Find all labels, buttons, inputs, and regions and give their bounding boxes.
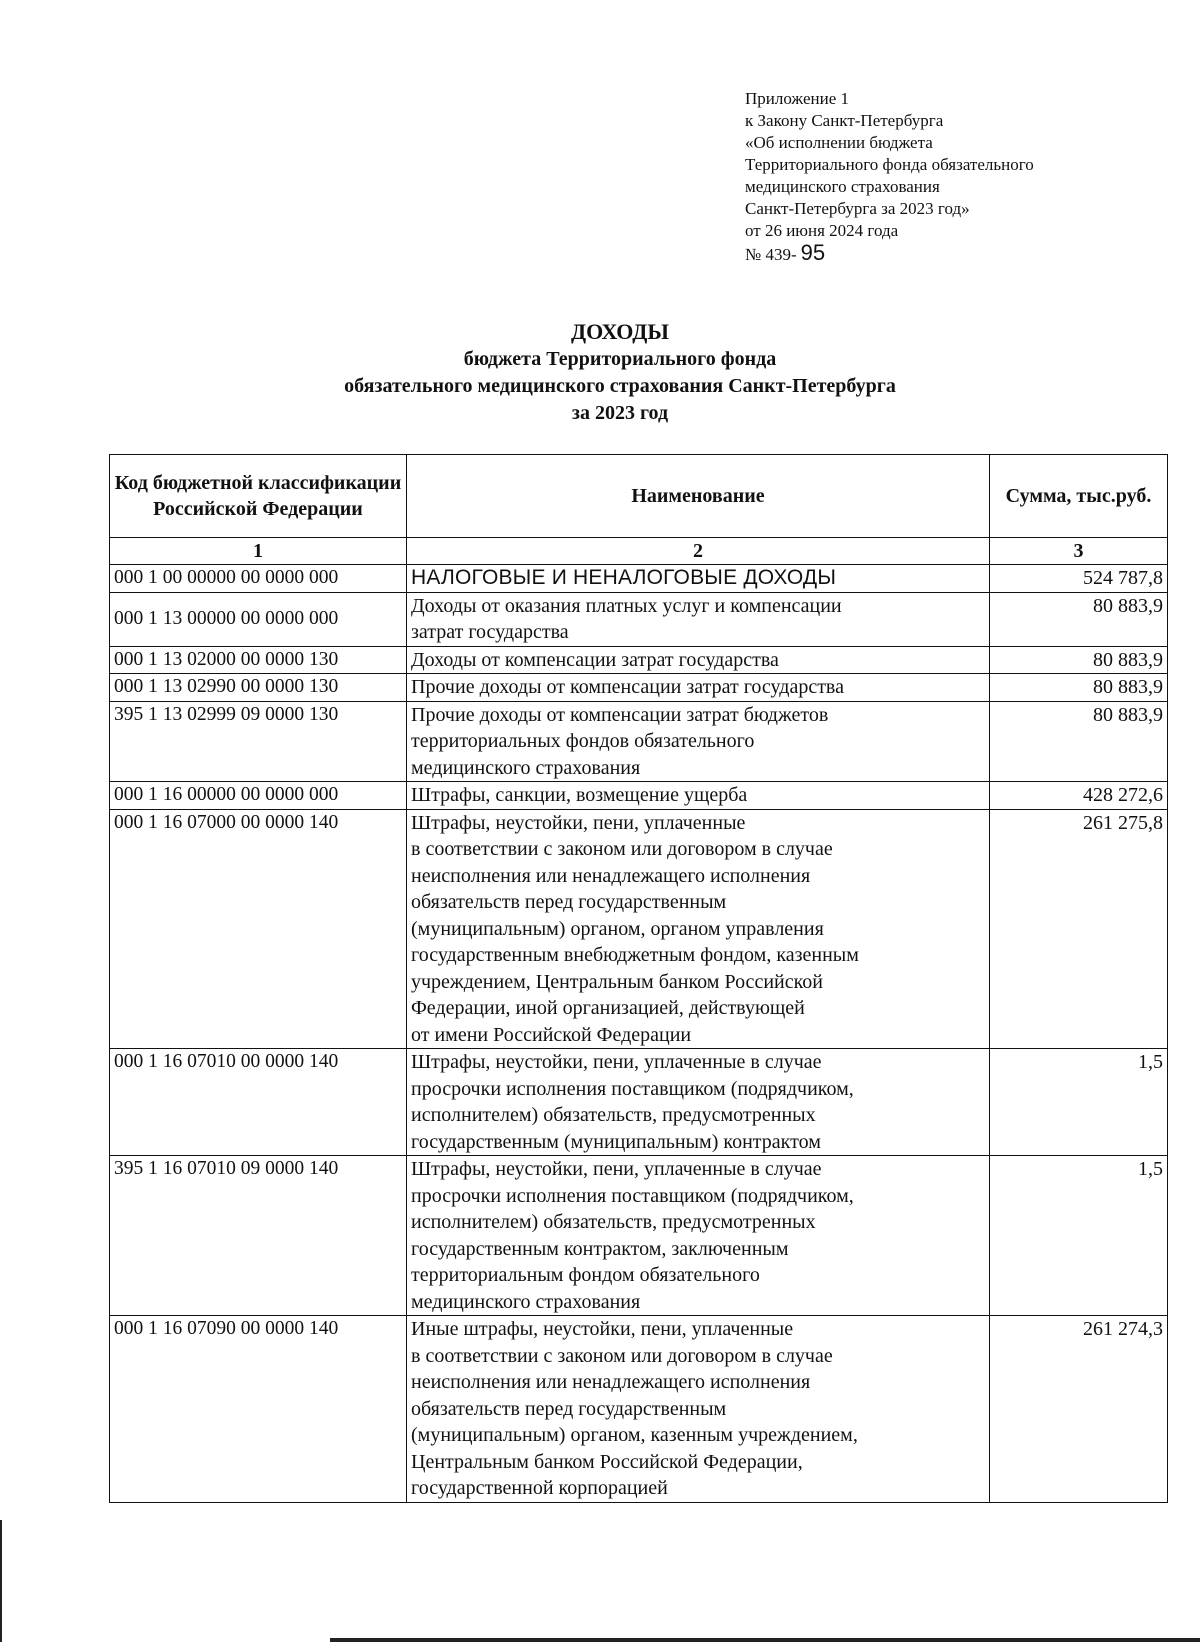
table-row — [110, 782, 1168, 810]
table-row — [110, 592, 1168, 646]
table-row — [110, 1049, 1168, 1156]
annex-number-handwritten: 95 — [800, 240, 826, 265]
row-code: 000 1 13 02990 00 0000 130 — [110, 674, 407, 702]
table-header-row — [110, 455, 1168, 538]
annex-line: от 26 июня 2024 года — [745, 221, 899, 240]
table-row — [110, 674, 1168, 702]
title-line: обязательного медицинского страхования Санкт-Петербурга — [344, 375, 896, 397]
row-name: Прочие доходы от компенсации затрат бюджетов территориальных фондов обязательного медицинского страхования — [407, 701, 990, 782]
row-sum: 80 883,9 — [990, 646, 1168, 674]
annex-line: к Закону Санкт-Петербурга — [745, 111, 944, 130]
row-code: 000 1 16 00000 00 0000 000 — [110, 782, 407, 810]
table-row — [110, 1316, 1168, 1503]
row-code: 000 1 16 07000 00 0000 140 — [110, 809, 407, 1049]
annex-line: «Об исполнении бюджета — [745, 133, 933, 152]
table-row — [110, 565, 1168, 593]
row-name: Штрафы, санкции, возмещение ущерба — [407, 782, 990, 810]
row-code: 000 1 16 07010 00 0000 140 — [110, 1049, 407, 1156]
column-number: 3 — [990, 538, 1168, 565]
annex-line: Санкт-Петербурга за 2023 год» — [745, 199, 970, 218]
row-sum: 524 787,8 — [990, 565, 1168, 593]
annex-number — [745, 242, 1034, 266]
row-code: 395 1 13 02999 09 0000 130 — [110, 701, 407, 782]
row-name: Прочие доходы от компенсации затрат государства — [407, 674, 990, 702]
title-line: за 2023 год — [571, 402, 669, 424]
document-title — [0, 318, 1200, 427]
annex-line: медицинского страхования — [745, 177, 940, 196]
header-code: Код бюджетной классификации Российской Федерации — [110, 455, 407, 538]
annex-number-prefix: № 439- — [745, 245, 797, 264]
header-sum: Сумма, тыс.руб. — [990, 455, 1168, 538]
row-name: НАЛОГОВЫЕ И НЕНАЛОГОВЫЕ ДОХОДЫ — [407, 565, 990, 593]
row-sum: 1,5 — [990, 1156, 1168, 1316]
row-name: Доходы от оказания платных услуг и компенсации затрат государства — [407, 592, 990, 646]
column-number: 2 — [407, 538, 990, 565]
row-sum: 261 275,8 — [990, 809, 1168, 1049]
scan-edge-bottom — [330, 1638, 1200, 1642]
row-code: 000 1 16 07090 00 0000 140 — [110, 1316, 407, 1503]
row-sum: 80 883,9 — [990, 592, 1168, 646]
title-line: бюджета Территориального фонда — [463, 348, 777, 370]
row-name: Иные штрафы, неустойки, пени, уплаченные в соответствии с законом или договором в случае неисполнения или ненадлежащего исполнения обязательств перед государственным (муниципальным) органом, казенным учреждением, Центральным банком Российской Федерации, государственной корпорацией — [407, 1316, 990, 1503]
row-code: 000 1 00 00000 00 0000 000 — [110, 565, 407, 593]
column-number-row — [110, 538, 1168, 565]
row-code: 395 1 16 07010 09 0000 140 — [110, 1156, 407, 1316]
title-main: ДОХОДЫ — [570, 319, 670, 344]
row-sum: 80 883,9 — [990, 674, 1168, 702]
table-row — [110, 809, 1168, 1049]
annex-line: Территориального фонда обязательного — [745, 155, 1034, 174]
row-code: 000 1 13 00000 00 0000 000 — [110, 592, 407, 646]
annex-block — [745, 88, 1034, 266]
row-sum: 80 883,9 — [990, 701, 1168, 782]
header-name: Наименование — [407, 455, 990, 538]
row-name: Доходы от компенсации затрат государства — [407, 646, 990, 674]
row-sum: 428 272,6 — [990, 782, 1168, 810]
row-name: Штрафы, неустойки, пени, уплаченные в соответствии с законом или договором в случае неисполнения или ненадлежащего исполнения обязательств перед государственным (муниципальным) органом, органом управления государственным внебюджетным фондом, казенным учреждением, Центральным банком Российской Федерации, иной организацией, действующей от имени Российской Федерации — [407, 809, 990, 1049]
table-row — [110, 1156, 1168, 1316]
row-name: Штрафы, неустойки, пени, уплаченные в случае просрочки исполнения поставщиком (подрядчиком, исполнителем) обязательств, предусмотренных государственным (муниципальным) контрактом — [407, 1049, 990, 1156]
row-sum: 261 274,3 — [990, 1316, 1168, 1503]
column-number: 1 — [110, 538, 407, 565]
table-row — [110, 646, 1168, 674]
row-code: 000 1 13 02000 00 0000 130 — [110, 646, 407, 674]
annex-line: Приложение 1 — [745, 89, 849, 108]
income-table — [109, 454, 1168, 1503]
row-sum: 1,5 — [990, 1049, 1168, 1156]
row-name: Штрафы, неустойки, пени, уплаченные в случае просрочки исполнения поставщиком (подрядчиком, исполнителем) обязательств, предусмотренных государственным контрактом, заключенным территориальным фондом обязательного медицинского страхования — [407, 1156, 990, 1316]
table-row — [110, 701, 1168, 782]
scan-edge-left — [0, 1520, 2, 1642]
